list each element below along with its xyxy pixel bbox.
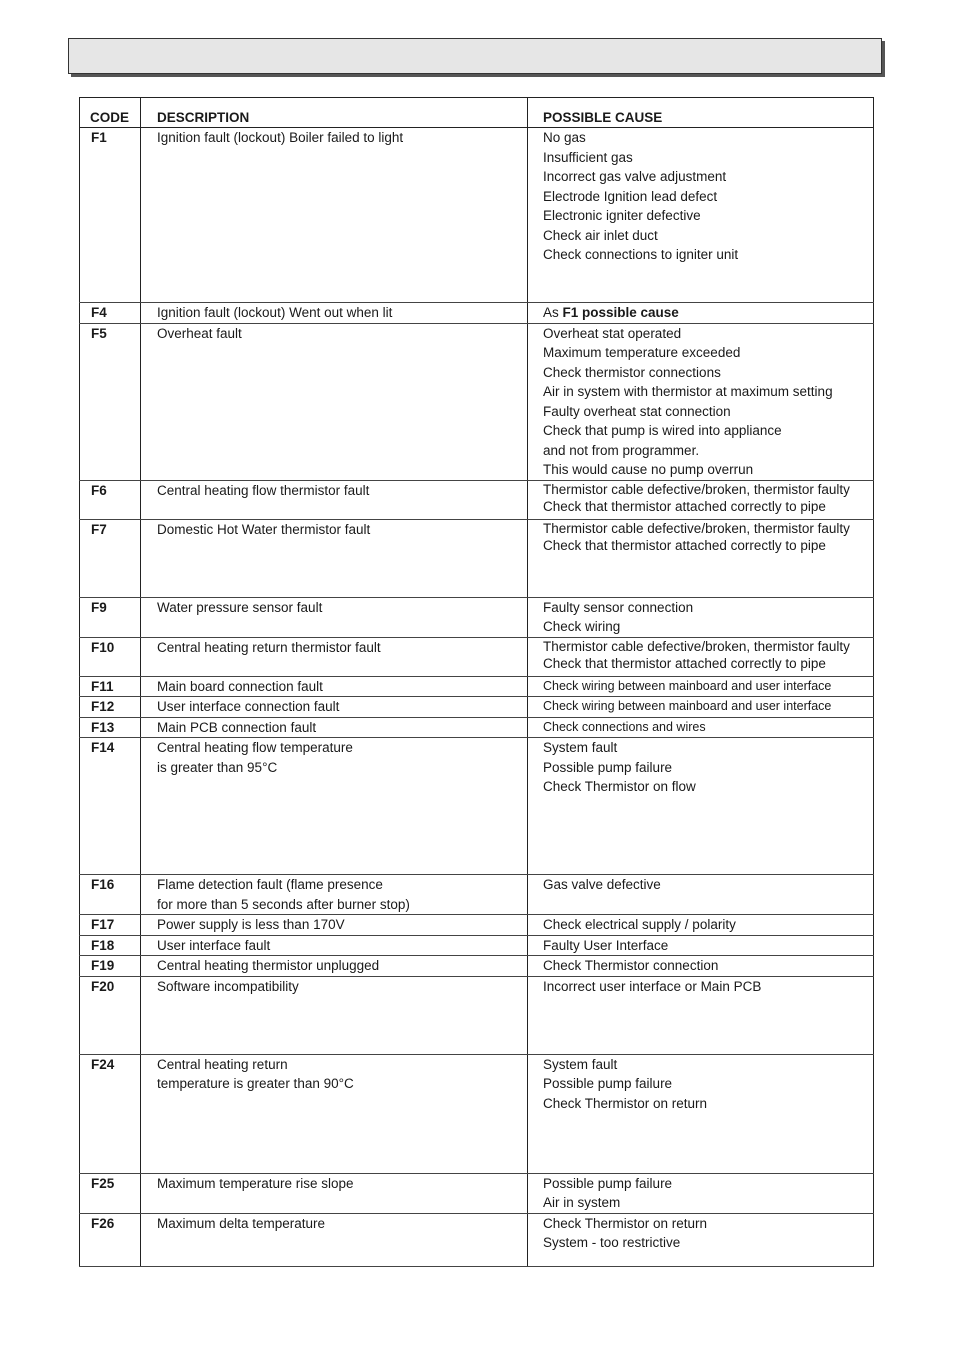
description-line: Central heating flow temperature [157, 740, 353, 755]
description-line: Main board connection fault [157, 678, 323, 694]
cause-line: Air in system with thermistor at maximum setting [543, 384, 833, 399]
possible-cause-cell [528, 676, 874, 697]
description-line: Central heating return thermistor fault [157, 639, 381, 655]
possible-cause-cell [528, 637, 874, 676]
cause-line: Incorrect gas valve adjustment [543, 169, 727, 184]
cause-line: Check connections and wires [543, 719, 706, 734]
table-header-row [80, 98, 874, 128]
description-line: Domestic Hot Water thermistor fault [157, 521, 371, 537]
fault-code-cell: F5 [80, 323, 141, 480]
cause-line [543, 303, 873, 323]
fault-code-cell: F16 [80, 875, 141, 915]
fault-code-cell: F7 [80, 519, 141, 597]
description-line: Power supply is less than 170V [157, 917, 345, 932]
cause-prefix: As [543, 305, 563, 320]
cause-line: Check that thermistor attached correctly to pipe [543, 655, 826, 671]
table-row [80, 717, 874, 738]
description-cell [141, 915, 528, 936]
possible-cause-cell [528, 597, 874, 637]
fault-code-cell: F10 [80, 637, 141, 676]
cause-line: Overheat stat operated [543, 325, 682, 341]
table-row [80, 1054, 874, 1173]
description-cell [141, 323, 528, 480]
description-line: is greater than 95°C [157, 759, 278, 775]
possible-cause-cell [528, 915, 874, 936]
description-cell [141, 738, 528, 875]
description-line: Central heating thermistor unplugged [157, 958, 380, 973]
possible-cause-cell [528, 323, 874, 480]
description-cell [141, 637, 528, 676]
cause-line: Check wiring [543, 619, 621, 634]
description-line: User interface connection fault [157, 699, 340, 714]
description-line: Flame detection fault (flame presence [157, 877, 383, 892]
possible-cause-cell [528, 1054, 874, 1173]
description-cell [141, 480, 528, 519]
description-line: Central heating return [157, 1056, 288, 1072]
table-row [80, 1213, 874, 1266]
cause-line: Thermistor cable defective/broken, thermistor faulty [543, 638, 850, 654]
cause-line: Faulty User Interface [543, 937, 669, 953]
cause-line: No gas [543, 130, 586, 145]
description-line: Water pressure sensor fault [157, 599, 323, 615]
table-row [80, 738, 874, 875]
cause-line: Check that pump is wired into appliance [543, 423, 782, 438]
cause-line: Possible pump failure [543, 1175, 673, 1191]
description-cell [141, 128, 528, 303]
cause-line: Air in system [543, 1195, 621, 1210]
fault-code-cell: F24 [80, 1054, 141, 1173]
table-row [80, 956, 874, 977]
cause-line: Check Thermistor on flow [543, 779, 696, 794]
cause-reference: F1 possible cause [562, 305, 679, 320]
fault-code-table [79, 97, 874, 1267]
possible-cause-cell [528, 1173, 874, 1213]
cause-line: Check Thermistor on return [543, 1215, 708, 1231]
description-cell [141, 597, 528, 637]
description-cell [141, 1213, 528, 1266]
possible-cause-cell [528, 1213, 874, 1266]
possible-cause-cell [528, 480, 874, 519]
description-line: for more than 5 seconds after burner stop) [157, 896, 410, 912]
table-row [80, 875, 874, 915]
cause-line: Check thermistor connections [543, 364, 721, 380]
description-line: temperature is greater than 90°C [157, 1076, 354, 1091]
description-line: Ignition fault (lockout) Went out when lit [157, 305, 393, 320]
description-cell [141, 303, 528, 324]
fault-code-cell: F11 [80, 676, 141, 697]
table-row [80, 637, 874, 676]
cause-line: Check wiring between mainboard and user interface [543, 699, 832, 713]
cause-line: Faulty sensor connection [543, 599, 694, 615]
description-cell [141, 697, 528, 718]
possible-cause-cell [528, 303, 874, 324]
cause-line: Check air inlet duct [543, 227, 658, 243]
fault-code-cell: F4 [80, 303, 141, 324]
cause-line: Check Thermistor connection [543, 958, 719, 973]
description-cell [141, 956, 528, 977]
fault-code-cell: F9 [80, 597, 141, 637]
cause-line: Check that thermistor attached correctly to pipe [543, 537, 826, 553]
fault-code-cell: F17 [80, 915, 141, 936]
fault-code-cell: F18 [80, 935, 141, 956]
table-row [80, 303, 874, 324]
table-row [80, 323, 874, 480]
description-cell [141, 717, 528, 738]
fault-code-cell: F13 [80, 717, 141, 738]
description-line: Software incompatibility [157, 978, 299, 994]
cause-line: Thermistor cable defective/broken, thermistor faulty [543, 520, 850, 536]
description-column-header: DESCRIPTION [141, 98, 528, 128]
possible-cause-cell [528, 717, 874, 738]
description-line: Maximum delta temperature [157, 1215, 326, 1231]
cause-line: System - too restrictive [543, 1235, 681, 1250]
cause-line: Check electrical supply / polarity [543, 917, 736, 932]
cause-column-header: POSSIBLE CAUSE [528, 98, 874, 128]
fault-code-cell: F25 [80, 1173, 141, 1213]
description-line: Central heating flow thermistor fault [157, 482, 370, 498]
table-row [80, 935, 874, 956]
table-row [80, 915, 874, 936]
description-cell [141, 1173, 528, 1213]
description-line: User interface fault [157, 937, 271, 953]
table-row [80, 519, 874, 597]
description-cell [141, 1054, 528, 1173]
cause-line: Thermistor cable defective/broken, thermistor faulty [543, 481, 850, 497]
table-row [80, 976, 874, 1054]
table-row [80, 128, 874, 303]
cause-line: System fault [543, 740, 618, 755]
section-title-bar [68, 38, 882, 74]
possible-cause-cell [528, 128, 874, 303]
description-line: Main PCB connection fault [157, 719, 317, 735]
description-line: Ignition fault (lockout) Boiler failed to light [157, 130, 404, 145]
cause-line: Check connections to igniter unit [543, 247, 739, 262]
cause-line: Faulty overheat stat connection [543, 403, 731, 419]
fault-code-cell: F14 [80, 738, 141, 875]
cause-line: Gas valve defective [543, 877, 661, 892]
cause-line: Maximum temperature exceeded [543, 345, 741, 360]
possible-cause-cell [528, 935, 874, 956]
fault-code-cell: F6 [80, 480, 141, 519]
cause-line: Electronic igniter defective [543, 208, 701, 223]
fault-code-cell: F12 [80, 697, 141, 718]
cause-line: Possible pump failure [543, 759, 673, 775]
fault-code-cell: F1 [80, 128, 141, 303]
fault-code-cell: F26 [80, 1213, 141, 1266]
cause-line: Possible pump failure [543, 1076, 673, 1091]
possible-cause-cell [528, 956, 874, 977]
table-row [80, 697, 874, 718]
cause-line: System fault [543, 1056, 618, 1072]
description-line: Maximum temperature rise slope [157, 1175, 354, 1191]
description-cell [141, 676, 528, 697]
table-row [80, 597, 874, 637]
table-row [80, 676, 874, 697]
cause-line: Check wiring between mainboard and user interface [543, 678, 832, 693]
possible-cause-cell [528, 738, 874, 875]
cause-line: Incorrect user interface or Main PCB [543, 978, 762, 994]
possible-cause-cell [528, 875, 874, 915]
description-cell [141, 875, 528, 915]
code-column-header: CODE [80, 98, 141, 128]
cause-line: Check Thermistor on return [543, 1095, 708, 1111]
table-row [80, 1173, 874, 1213]
fault-code-cell: F19 [80, 956, 141, 977]
possible-cause-cell [528, 519, 874, 597]
description-cell [141, 935, 528, 956]
possible-cause-cell [528, 976, 874, 1054]
fault-code-cell: F20 [80, 976, 141, 1054]
description-cell [141, 976, 528, 1054]
cause-line: Check that thermistor attached correctly to pipe [543, 498, 826, 514]
cause-line: Insufficient gas [543, 149, 633, 165]
cause-line: and not from programmer. [543, 442, 700, 458]
table-row [80, 480, 874, 519]
possible-cause-cell [528, 697, 874, 718]
description-cell [141, 519, 528, 597]
cause-line: Electrode Ignition lead defect [543, 188, 718, 204]
description-line: Overheat fault [157, 325, 242, 341]
cause-line: This would cause no pump overrun [543, 462, 754, 477]
